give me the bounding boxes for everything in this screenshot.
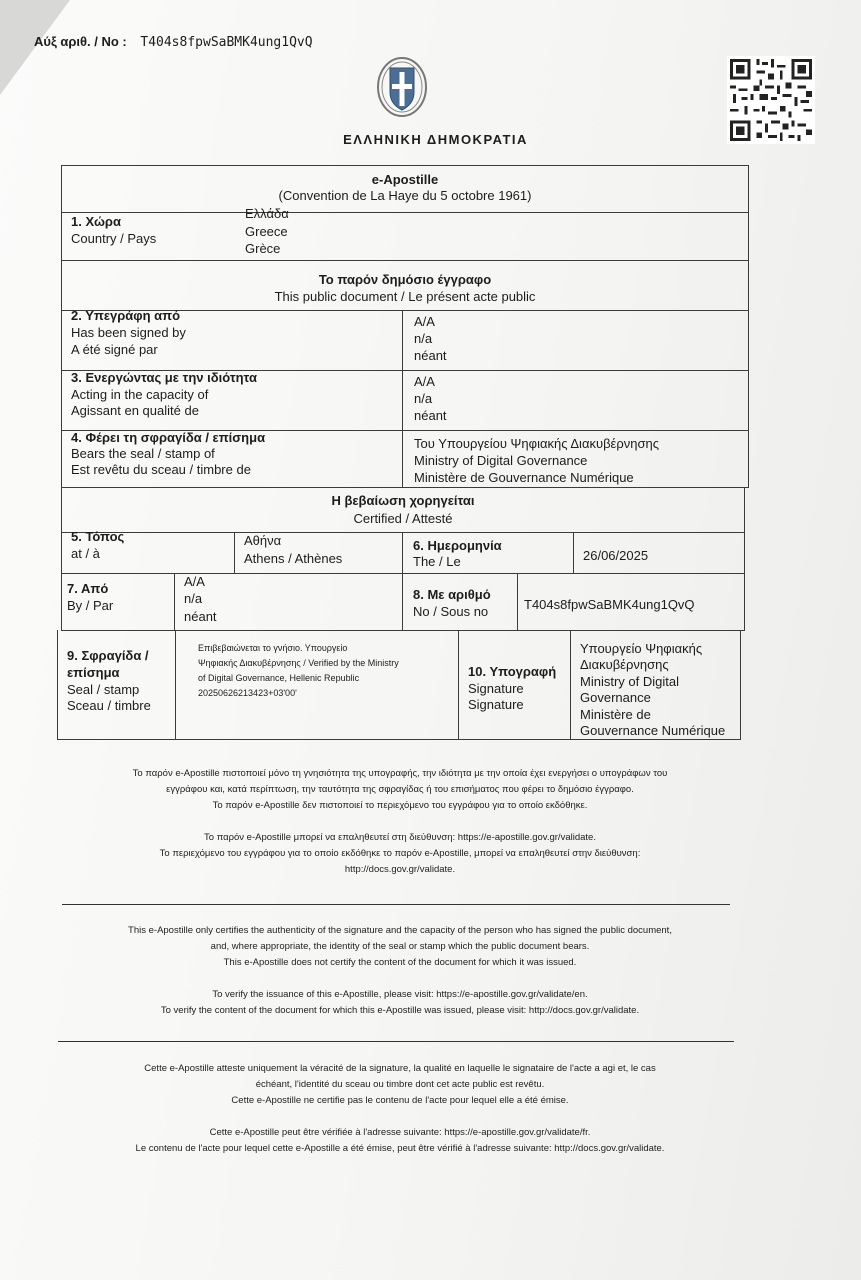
date-value: 26/06/2025: [583, 548, 649, 563]
signed-by-value-3: néant: [414, 348, 447, 363]
footer-el-line1: Το παρόν e-Apostille πιστοποιεί μόνο τη γνησιότητα της υπογραφής, την ιδιότητα με την οποία έχει ενεργήσει ο υπογράφων του: [132, 768, 668, 779]
capacity-value-3: néant: [414, 408, 447, 423]
by-label-el: 7. Από: [67, 581, 109, 596]
signed-by-row: [61, 310, 749, 371]
title-line2: (Convention de La Haye du 5 octobre 1961): [278, 188, 532, 203]
country-value-en: Greece: [245, 224, 288, 239]
certified-line1: Η βεβαίωση χορηγείται: [331, 493, 475, 508]
stamp-label-fr: Sceau / timbre: [67, 698, 151, 713]
seal-label-fr: Est revêtu du sceau / timbre de: [71, 462, 251, 477]
footer-english: [50, 923, 750, 1019]
footer-french: [50, 1061, 750, 1157]
country-value-el: Ελλάδα: [245, 206, 289, 221]
title-row: [61, 165, 749, 213]
qr-code-icon: [726, 56, 816, 144]
footer-en-line1: This e-Apostille only certifies the authenticity of the signature and the capacity of the person who has signed the public document,: [128, 925, 672, 936]
footer-el-line3: Το παρόν e-Apostille δεν πιστοποιεί το περιεχόμενο του εγγράφου για το οποίο εκδόθηκε.: [212, 800, 588, 811]
signature-label-el: 10. Υπογραφή: [468, 664, 557, 679]
number-value: T404s8fpwSaBMK4ung1QvQ: [524, 597, 695, 612]
republic-title: ΕΛΛΗΝΙΚΗ ΔΗΜΟΚΡΑΤΙΑ: [343, 132, 528, 147]
seal-value-2: Ministry of Digital Governance: [414, 453, 588, 468]
signature-label-en: Signature: [468, 681, 524, 696]
footer-en-line3: This e-Apostille does not certify the content of the document for which it was issued.: [223, 957, 577, 968]
place-label-el: 5. Τόπος: [71, 529, 125, 544]
signed-by-label-el: 2. Υπεγράφη από: [71, 308, 181, 323]
place-date-row: [61, 529, 745, 574]
title-line1: e-Apostille: [371, 172, 439, 187]
date-label-en: The / Le: [413, 554, 461, 569]
capacity-label-el: 3. Ενεργώντας με την ιδιότητα: [71, 370, 257, 385]
footer-fr-line2: échéant, l'identité du sceau ou timbre dont cet acte public est revêtu.: [255, 1079, 545, 1090]
certified-line2: Certified / Attesté: [353, 511, 453, 526]
signature-value-2: Διακυβέρνησης: [580, 657, 669, 672]
signature-value-3: Ministry of Digital: [580, 674, 679, 689]
capacity-label-fr: Agissant en qualité de: [71, 403, 199, 418]
stamp-label-el-2: επίσημα: [67, 665, 120, 680]
document-number: [34, 34, 313, 50]
by-number-row: [61, 573, 745, 631]
footer-el-line5: Το περιεχόμενο του εγγράφου για το οποίο εκδόθηκε το παρόν e-Apostille, μπορεί να επαληθευτεί στην διεύθυνση:: [159, 848, 641, 859]
footer-fr-line4: Cette e-Apostille peut être vérifiée à l'adresse suivante: https://e-apostille.gov.gr/validate/fr.: [209, 1127, 591, 1138]
footer-el-line2: εγγράφου και, κατά περίπτωση, την ταυτότητα της σφραγίδας ή του επισήματος που φέρει το δημόσιο έγγραφο.: [166, 784, 634, 795]
by-value-2: n/a: [184, 591, 203, 606]
divider-1: [62, 904, 730, 905]
stamp-label-en: Seal / stamp: [67, 682, 140, 697]
footer-en-line2: and, where appropriate, the identity of the seal or stamp which the public document bears.: [210, 941, 590, 952]
signed-by-label-en: Has been signed by: [71, 325, 186, 340]
by-value-3: néant: [184, 609, 217, 624]
footer-el-line4: Το παρόν e-Apostille μπορεί να επαληθευτεί στη διεύθυνση: https://e-apostille.gov.gr/validate.: [204, 832, 596, 843]
stamp-value-3: of Digital Governance, Hellenic Republic: [198, 673, 360, 683]
footer-fr-line5: Le contenu de l'acte pour lequel cette e-Apostille a été émise, peut être vérifié à l'adresse suivante: http://docs.gov.gr/validate.: [135, 1143, 665, 1154]
divider-2: [58, 1041, 734, 1042]
signed-by-value-1: A/A: [414, 314, 435, 329]
place-label-en: at / à: [71, 546, 100, 561]
stamp-value-2: Ψηφιακής Διακυβέρνησης / Verified by the Ministry: [198, 658, 399, 668]
public-document-line2: This public document / Le présent acte public: [274, 289, 536, 304]
signature-value-4: Governance: [580, 690, 651, 705]
country-row: [61, 206, 749, 261]
capacity-value-2: n/a: [414, 391, 433, 406]
capacity-label-en: Acting in the capacity of: [71, 387, 209, 402]
date-label-el: 6. Ημερομηνία: [413, 538, 502, 553]
certified-row: [61, 487, 745, 533]
document-number-value: T404s8fpwSaBMK4ung1QvQ: [140, 35, 313, 50]
seal-label-en: Bears the seal / stamp of: [71, 446, 215, 461]
seal-value-1: Του Υπουργείου Ψηφιακής Διακυβέρνησης: [414, 436, 659, 451]
greek-coat-of-arms-icon: [376, 56, 428, 118]
by-value-1: A/A: [184, 574, 205, 589]
signature-value-5: Ministère de: [580, 707, 651, 722]
public-document-line1: Το παρόν δημόσιο έγγραφο: [318, 272, 492, 287]
signature-value-1: Υπουργείο Ψηφιακής: [580, 641, 703, 656]
number-label-el: 8. Με αριθμό: [413, 587, 491, 602]
seal-label-el: 4. Φέρει τη σφραγίδα / επίσημα: [71, 430, 266, 445]
signed-by-label-fr: A été signé par: [71, 342, 158, 357]
capacity-value-1: A/A: [414, 374, 435, 389]
stamp-value-4: 20250626213423+03'00': [198, 688, 297, 698]
country-label-en: Country / Pays: [71, 231, 157, 246]
footer-fr-line3: Cette e-Apostille ne certifie pas le contenu de l'acte pour lequel elle a été émise.: [231, 1095, 569, 1106]
stamp-value-1: Επιβεβαιώνεται το γνήσιο. Υπουργείο: [198, 643, 348, 653]
place-value-1: Αθήνα: [244, 533, 282, 548]
capacity-row: [61, 370, 749, 431]
stamp-label-el-1: 9. Σφραγίδα /: [67, 648, 149, 663]
signature-value-6: Gouvernance Numérique: [580, 723, 726, 738]
footer-fr-line1: Cette e-Apostille atteste uniquement la véracité de la signature, la qualité en laquelle le signataire de l'acte a agi et, le cas: [144, 1063, 656, 1074]
seal-row: [61, 430, 749, 488]
country-label-el: 1. Χώρα: [71, 214, 121, 229]
number-label-en: No / Sous no: [413, 604, 489, 619]
seal-value-3: Ministère de Gouvernance Numérique: [414, 470, 634, 485]
document-number-label: Αύξ αριθ. / No :: [34, 34, 127, 49]
by-label-en: By / Par: [67, 598, 114, 613]
footer-el-line6: http://docs.gov.gr/validate.: [344, 864, 456, 875]
country-value-fr: Grèce: [245, 241, 281, 256]
footer-en-line4: To verify the issuance of this e-Apostille, please visit: https://e-apostille.gov.gr/validate/en.: [212, 989, 588, 1000]
footer-en-line5: To verify the content of the document for which this e-Apostille was issued, please visit: http://docs.gov.gr/validate.: [160, 1005, 640, 1016]
footer-greek: [50, 766, 750, 878]
signature-label-fr: Signature: [468, 697, 524, 712]
stamp-signature-row: [57, 630, 741, 740]
signed-by-value-2: n/a: [414, 331, 433, 346]
place-value-2: Athens / Athènes: [244, 551, 343, 566]
public-document-row: [61, 260, 749, 311]
